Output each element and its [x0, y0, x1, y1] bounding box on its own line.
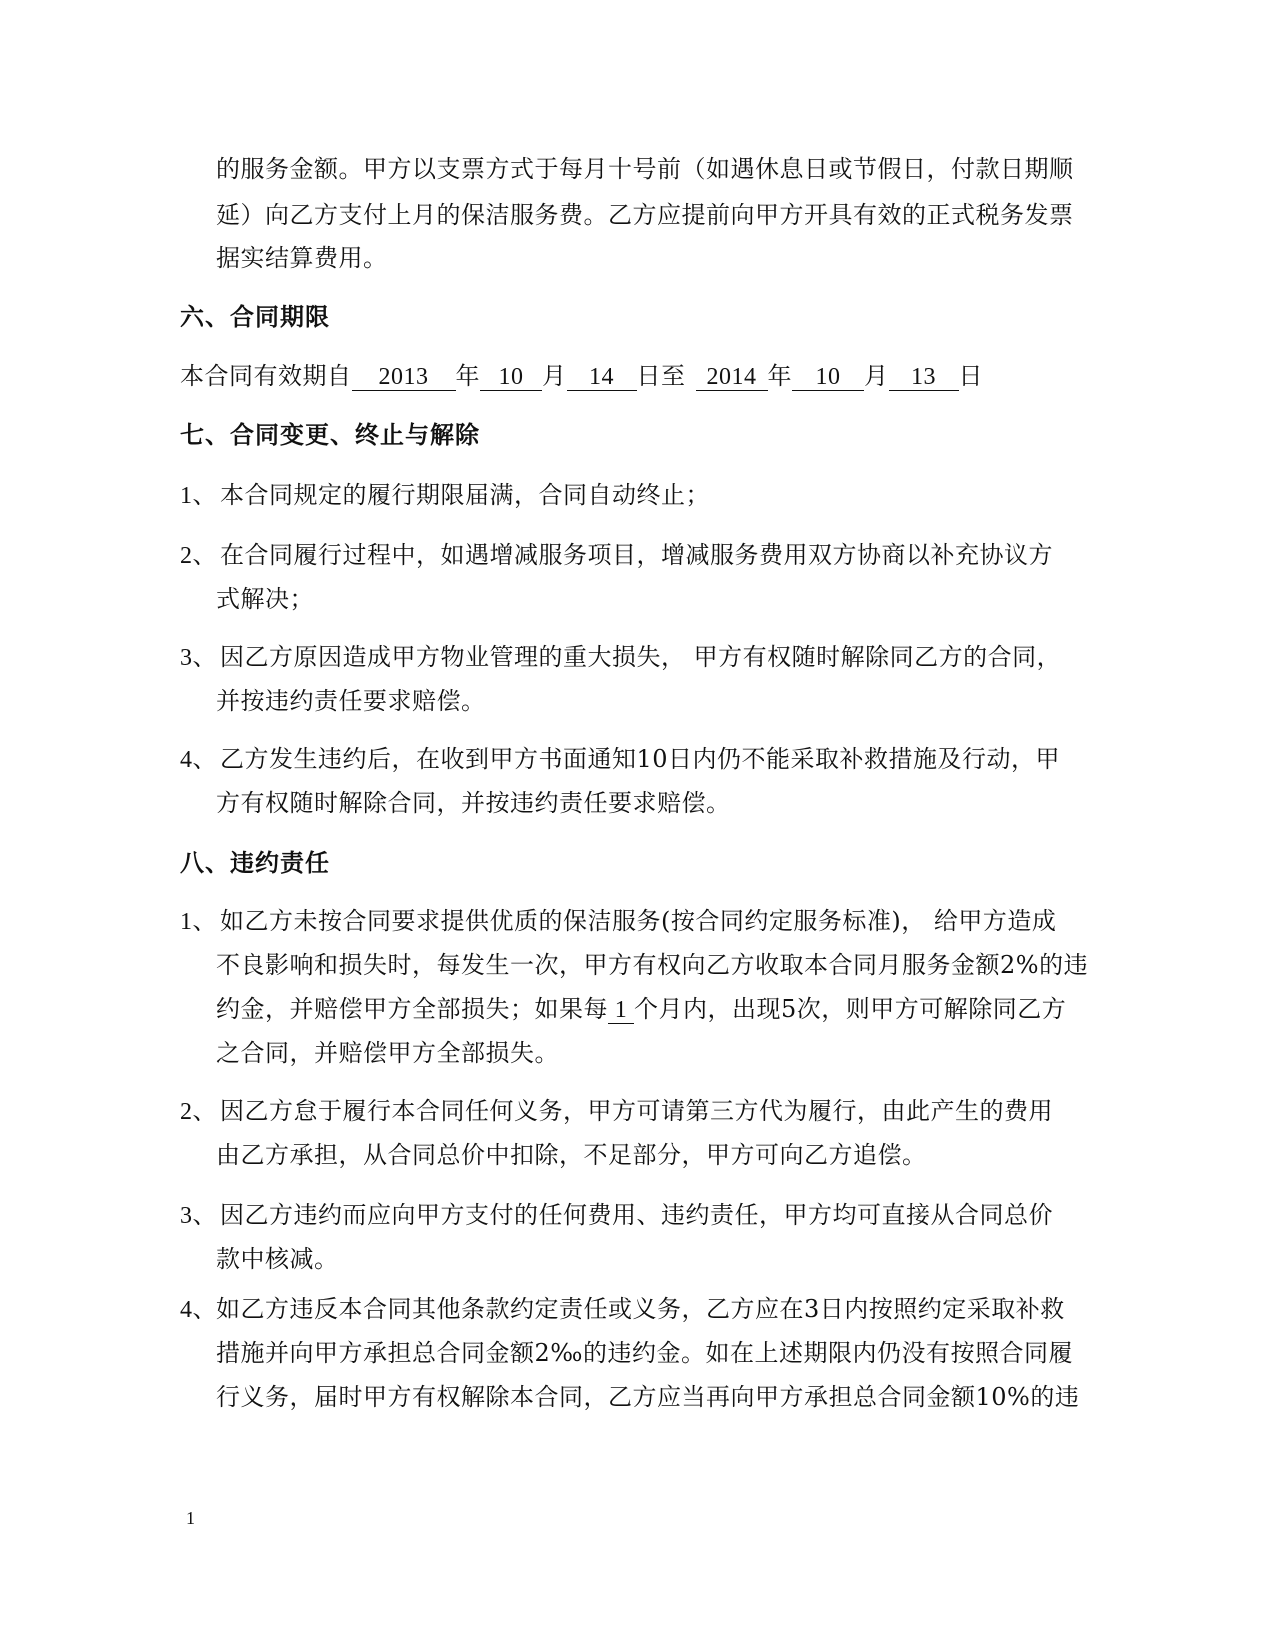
section5-line-3: 据实结算费用。 — [216, 244, 388, 272]
end-year-field: 2014 — [696, 364, 768, 391]
end-day-field: 13 — [889, 364, 959, 391]
section7-item4-number: 4、 — [180, 747, 217, 773]
section8-item1-line1 — [180, 906, 1056, 937]
section7-heading: 七、合同变更、终止与解除 — [180, 421, 480, 449]
start-month-label: 月 — [542, 362, 567, 390]
section7-item3-text: 因乙方原因造成甲方物业管理的重大损失， 甲方有权随时解除同乙方的合同， — [220, 643, 1062, 671]
start-year-field: 2013 — [352, 364, 456, 391]
end-day-label: 日 — [958, 362, 983, 390]
section8-item2-line1 — [180, 1096, 1053, 1127]
start-year-label: 年 — [455, 362, 480, 390]
section8-item3-line1 — [180, 1200, 1053, 1231]
section8-item1-line3-post: 个月内，出现5次，则甲方可解除同乙方 — [634, 995, 1067, 1023]
section8-item4-line2: 措施并向甲方承担总合同金额2‰的违约金。如在上述期限内仍没有按照合同履 — [216, 1339, 1073, 1367]
section7-item2-line1 — [180, 540, 1053, 571]
section7-item2-number: 2、 — [180, 543, 217, 569]
contract-period-prefix: 本合同有效期自 — [180, 362, 352, 390]
section8-item4-line3: 行义务，届时甲方有权解除本合同，乙方应当再向甲方承担总合同金额10%的违 — [216, 1383, 1080, 1411]
section8-item3-line2: 款中核减。 — [216, 1245, 339, 1273]
section7-item3-line1 — [180, 642, 1061, 673]
section7-item2-line2: 式解决； — [216, 585, 314, 613]
end-month-field: 10 — [792, 364, 864, 391]
section8-item1-number: 1、 — [180, 909, 217, 935]
section8-item2-line2: 由乙方承担，从合同总价中扣除，不足部分，甲方可向乙方追偿。 — [216, 1141, 927, 1169]
section8-item3-text: 因乙方违约而应向甲方支付的任何费用、违约责任，甲方均可直接从合同总价 — [220, 1201, 1053, 1229]
months-count-field: 1 — [608, 997, 634, 1024]
to-label: 日至 — [636, 362, 686, 390]
section7-item1-text: 本合同规定的履行期限届满，合同自动终止； — [220, 481, 710, 509]
section7-item3-number: 3、 — [180, 645, 217, 671]
section8-item2-number: 2、 — [180, 1099, 217, 1125]
section7-item2-text: 在合同履行过程中，如遇增减服务项目，增减服务费用双方协商以补充协议方 — [220, 541, 1053, 569]
end-year-label: 年 — [767, 362, 792, 390]
section5-line-1: 的服务金额。甲方以支票方式于每月十号前（如遇休息日或节假日，付款日期顺 — [216, 155, 1074, 183]
section8-item3-number: 3、 — [180, 1203, 217, 1229]
section8-item4-line1 — [180, 1294, 1065, 1325]
contract-period-line — [180, 361, 983, 391]
section8-item4-text: 如乙方违反本合同其他条款约定责任或义务，乙方应在3日内按照约定采取补救 — [216, 1295, 1065, 1323]
section7-item1-line1 — [180, 480, 710, 511]
section7-item4-line2: 方有权随时解除合同，并按违约责任要求赔偿。 — [216, 789, 731, 817]
section5-line-2: 延）向乙方支付上月的保洁服务费。乙方应提前向甲方开具有效的正式税务发票 — [216, 201, 1074, 229]
section8-item1-line3-pre: 约金，并赔偿甲方全部损失；如果每 — [216, 995, 608, 1023]
section8-item1-line4: 之合同，并赔偿甲方全部损失。 — [216, 1039, 559, 1067]
section8-item4-number: 4、 — [180, 1297, 217, 1323]
section7-item3-line2: 并按违约责任要求赔偿。 — [216, 687, 486, 715]
section8-item1-line3 — [216, 994, 1066, 1024]
start-month-field: 10 — [480, 364, 542, 391]
start-day-field: 14 — [567, 364, 637, 391]
section8-item1-text: 如乙方未按合同要求提供优质的保洁服务(按合同约定服务标准)， 给甲方造成 — [220, 907, 1057, 935]
section7-item4-text: 乙方发生违约后，在收到甲方书面通知10日内仍不能采取补救措施及行动，甲 — [220, 745, 1061, 773]
section8-heading: 八、违约责任 — [180, 849, 330, 877]
section7-item4-line1 — [180, 744, 1060, 775]
end-month-label: 月 — [864, 362, 889, 390]
section7-item1-number: 1、 — [180, 483, 217, 509]
section6-heading: 六、合同期限 — [180, 303, 330, 331]
section8-item2-text: 因乙方怠于履行本合同任何义务，甲方可请第三方代为履行，由此产生的费用 — [220, 1097, 1053, 1125]
page-number: 1 — [186, 1508, 195, 1528]
section8-item1-line2: 不良影响和损失时，每发生一次，甲方有权向乙方收取本合同月服务金额2%的违 — [216, 951, 1089, 979]
